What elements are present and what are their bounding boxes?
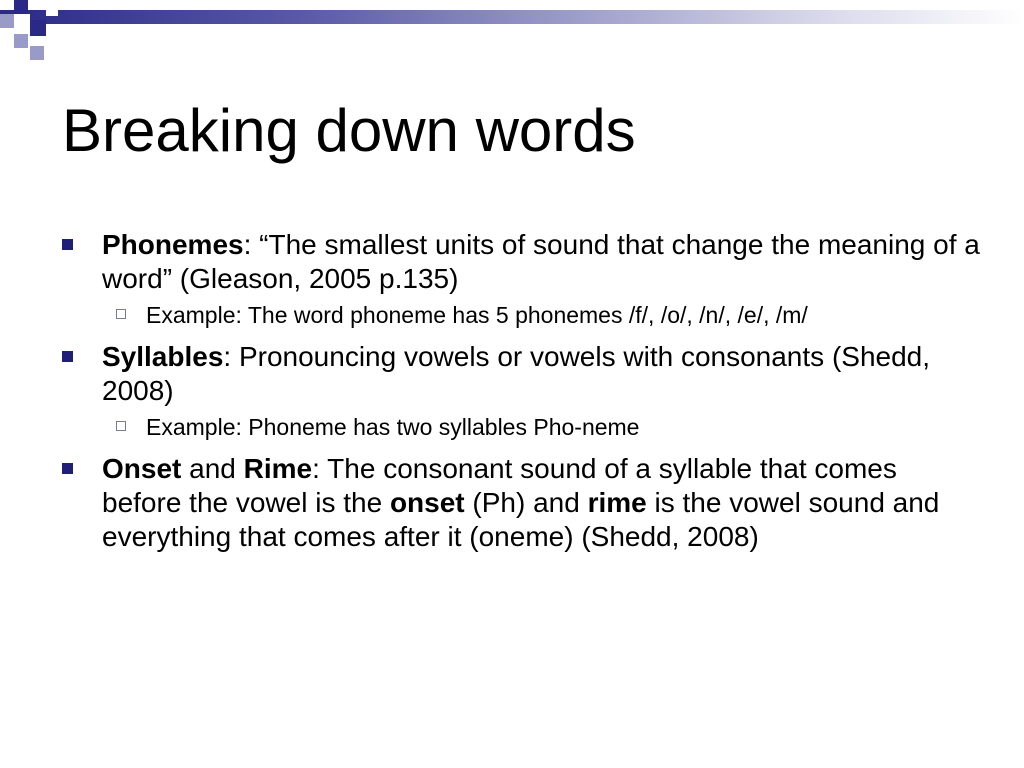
square-bullet-icon [62, 239, 73, 250]
term-phonemes: Phonemes [102, 229, 244, 260]
square-bullet-icon [62, 463, 73, 474]
header-gradient-bar [0, 10, 1024, 24]
emphasis-onset: onset [389, 487, 465, 518]
term-syllables: Syllables [102, 341, 224, 372]
decor-square-icon [30, 20, 46, 36]
square-bullet-icon [62, 351, 73, 362]
decor-square-icon [14, 14, 30, 30]
hollow-square-bullet-icon [116, 421, 126, 431]
slide-title: Breaking down words [62, 97, 636, 164]
term-rime: Rime [243, 453, 313, 484]
decor-square-icon [30, 46, 44, 60]
sub-bullet-text: Example: Phoneme has two syllables Pho-neme [146, 414, 640, 440]
decor-square-icon [46, 4, 58, 16]
slide-body [62, 228, 982, 558]
term-onset: Onset [102, 453, 182, 484]
bullet-text: : “The smallest units of sound that change the meaning of a word” (Gleason, 2005 p.135) [102, 229, 980, 294]
bullet-text: : Pronouncing vowels or vowels with consonants (Shedd, 2008) [102, 341, 931, 406]
sub-bullet-syllables-example [62, 412, 982, 442]
bullet-text: is the vowel sound and everything that comes after it (oneme) (Shedd, 2008) [102, 487, 940, 552]
decor-square-icon [0, 14, 14, 28]
emphasis-rime: rime [587, 487, 647, 518]
bullet-syllables [62, 340, 982, 408]
conjunction: and [181, 453, 244, 484]
sub-bullet-phonemes-example [62, 300, 982, 330]
bullet-text: : The consonant sound of a syllable that comes before the vowel is the [102, 453, 897, 518]
decor-square-icon [14, 0, 28, 14]
sub-bullet-text: Example: The word phoneme has 5 phonemes /f/, /o/, /n/, /e/, /m/ [146, 302, 808, 328]
bullet-onset-rime [62, 452, 982, 554]
hollow-square-bullet-icon [116, 309, 126, 319]
bullet-text: (Ph) and [464, 487, 588, 518]
decor-square-icon [14, 34, 28, 48]
bullet-phonemes [62, 228, 982, 296]
